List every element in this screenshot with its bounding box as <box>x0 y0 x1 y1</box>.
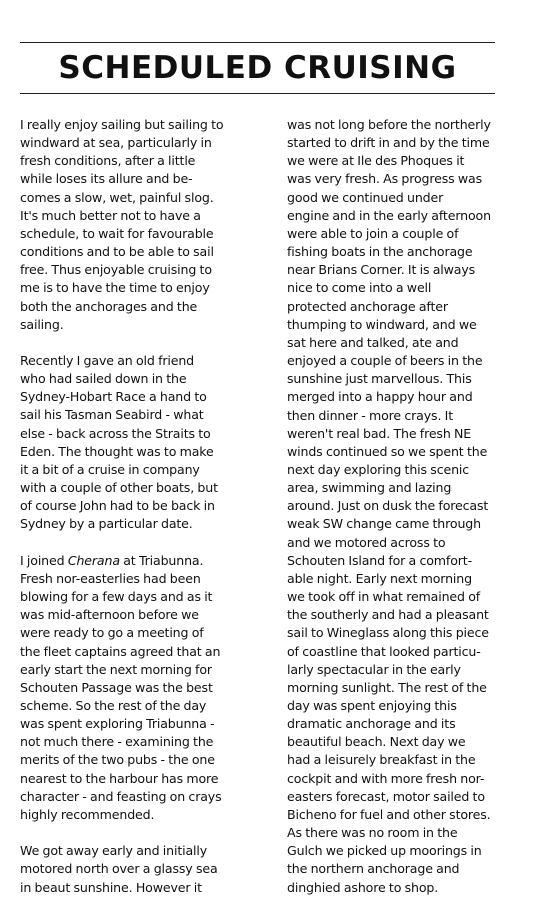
text-line: character - and feasting on crays <box>20 788 222 804</box>
text-line: then dinner - more crays. It <box>287 407 454 423</box>
text-line: was mid-afternoon before we <box>20 607 199 623</box>
text-line: weak SW change came through <box>287 516 481 532</box>
text-line: protected anchorage after <box>287 298 448 314</box>
text-line: were able to join a couple of <box>287 225 459 241</box>
text-line: weren't real bad. The fresh NE <box>287 425 472 441</box>
text-line: I really enjoy sailing but sailing to <box>20 117 224 132</box>
text-line: who had sailed down in the <box>20 371 187 387</box>
text-line: with a couple of other boats, but <box>20 480 218 496</box>
text-line: nearest to the harbour has more <box>20 770 219 786</box>
text-line: schedule, to wait for favourable <box>20 225 214 241</box>
text-line: dinghied ashore to shop. <box>287 879 439 895</box>
text-line: area, swimming and lazing <box>287 480 452 496</box>
text-line: was not long before the northerly <box>287 117 491 132</box>
text-line: fishing boats in the anchorage <box>287 244 473 260</box>
text-line: thumping to windward, and we <box>287 316 477 332</box>
right-column <box>287 116 527 915</box>
text-line: me is to have the time to enjoy <box>20 280 210 296</box>
text-line: Eden. The thought was to make <box>20 443 214 459</box>
text-line: Fresh nor-easterlies had been <box>20 570 201 586</box>
text-line: cockpit and with more fresh nor- <box>287 770 485 786</box>
text-fragment: I joined <box>20 552 68 568</box>
text-line: while loses its allure and be- <box>20 171 193 187</box>
text-line: the fleet captains agreed that an <box>20 643 221 659</box>
text-line: we were at Ile des Phoques it <box>287 153 465 169</box>
text-line: next day exploring this scenic <box>287 461 470 477</box>
text-line: good we continued under <box>287 189 444 205</box>
text-line: blowing for a few days and as it <box>20 589 213 605</box>
text-line: early start the next morning for <box>20 661 212 677</box>
text-line: was spent exploring Triabunna - <box>20 716 215 732</box>
text-line: easters forecast, motor sailed to <box>287 788 485 804</box>
text-line: and we motored across to <box>287 534 446 550</box>
text-line: dramatic anchorage and its <box>287 716 456 732</box>
text-line: merged into a happy hour and <box>287 389 473 405</box>
text-line: the southerly and had a pleasant <box>287 607 489 623</box>
text-line: Schouten Passage was the best <box>20 679 213 695</box>
left-column <box>20 116 256 915</box>
text-line: near Brians Corner. It is always <box>287 262 476 278</box>
text-line: Schouten Island for a comfort- <box>287 552 472 568</box>
text-line: able night. Early next morning <box>287 570 472 586</box>
text-line: We got away early and initially <box>20 843 208 859</box>
text-line: both the anchorages and the <box>20 298 198 314</box>
text-line: sailing. <box>20 316 64 332</box>
text-line: comes a slow, wet, painful slog. <box>20 189 214 205</box>
text-line: merits of the two pubs - the one <box>20 752 215 768</box>
text-line: nice to come into a well <box>287 280 432 296</box>
text-line: it a bit of a cruise in company <box>20 461 200 477</box>
text-line: engine and in the early afternoon <box>287 207 491 223</box>
article-paragraph <box>20 116 256 334</box>
text-line: of course John had to be back in <box>20 498 215 514</box>
text-line: sail his Tasman Seabird - what <box>20 407 204 423</box>
text-line: of coastline that looked particu- <box>287 643 481 659</box>
text-line: It's much better not to have a <box>20 207 201 223</box>
text-line: sail to Wineglass along this piece <box>287 625 489 641</box>
text-line: Sydney by a particular date. <box>20 516 193 532</box>
text-line: day was spent enjoying this <box>287 698 457 713</box>
text-line: had a leisurely breakfast in the <box>287 752 476 768</box>
text-line: was very fresh. As progress was <box>287 171 483 187</box>
text-line: free. Thus enjoyable cruising to <box>20 262 212 278</box>
text-line: sunshine just marvellous. This <box>287 371 472 387</box>
top-rule <box>20 42 495 43</box>
text-line: we took off in what remained of <box>287 589 481 605</box>
article-paragraph <box>20 352 256 534</box>
text-line: highly recommended. <box>20 806 155 822</box>
text-line: enjoyed a couple of beers in the <box>287 353 483 369</box>
article-paragraph <box>20 552 256 824</box>
text-line: Bicheno for fuel and other stores. <box>287 806 491 822</box>
text-line: sat here and talked, ate and <box>287 334 459 350</box>
text-line: motored north over a glassy sea <box>20 861 218 877</box>
text-line: were ready to go a meeting of <box>20 625 204 641</box>
text-line: winds continued so we spent the <box>287 443 488 459</box>
text-line: As there was no room in the <box>287 825 458 841</box>
text-line: not much there - examining the <box>20 734 214 750</box>
text-line: else - back across the Straits to <box>20 425 211 441</box>
boat-name: Cherana <box>67 552 120 568</box>
text-line: Sydney-Hobart Race a hand to <box>20 389 207 405</box>
text-line: beautiful beach. Next day we <box>287 734 466 750</box>
text-line: the northern anchorage and <box>287 861 460 877</box>
text-line: around. Just on dusk the forecast <box>287 498 489 514</box>
article-paragraph <box>20 842 256 896</box>
text-fragment: at Triabunna. <box>119 552 204 568</box>
article-paragraph <box>287 116 527 897</box>
text-line: morning sunlight. The rest of the <box>287 679 487 695</box>
title-bottom-rule <box>20 93 495 94</box>
text-line: windward at sea, particularly in <box>20 135 212 151</box>
page-title: SCHEDULED CRUISING <box>58 50 457 86</box>
text-line: Gulch we picked up moorings in <box>287 843 482 859</box>
text-line: larly spectacular in the early <box>287 661 461 677</box>
text-line: scheme. So the rest of the day <box>20 697 207 713</box>
text-line <box>20 552 256 570</box>
text-line: fresh conditions, after a little <box>20 153 196 169</box>
text-line: in beaut sunshine. However it <box>20 879 202 895</box>
text-line: conditions and to be able to sail <box>20 244 214 260</box>
text-line: Recently I gave an old friend <box>20 353 195 369</box>
text-line: started to drift in and by the time <box>287 135 490 151</box>
